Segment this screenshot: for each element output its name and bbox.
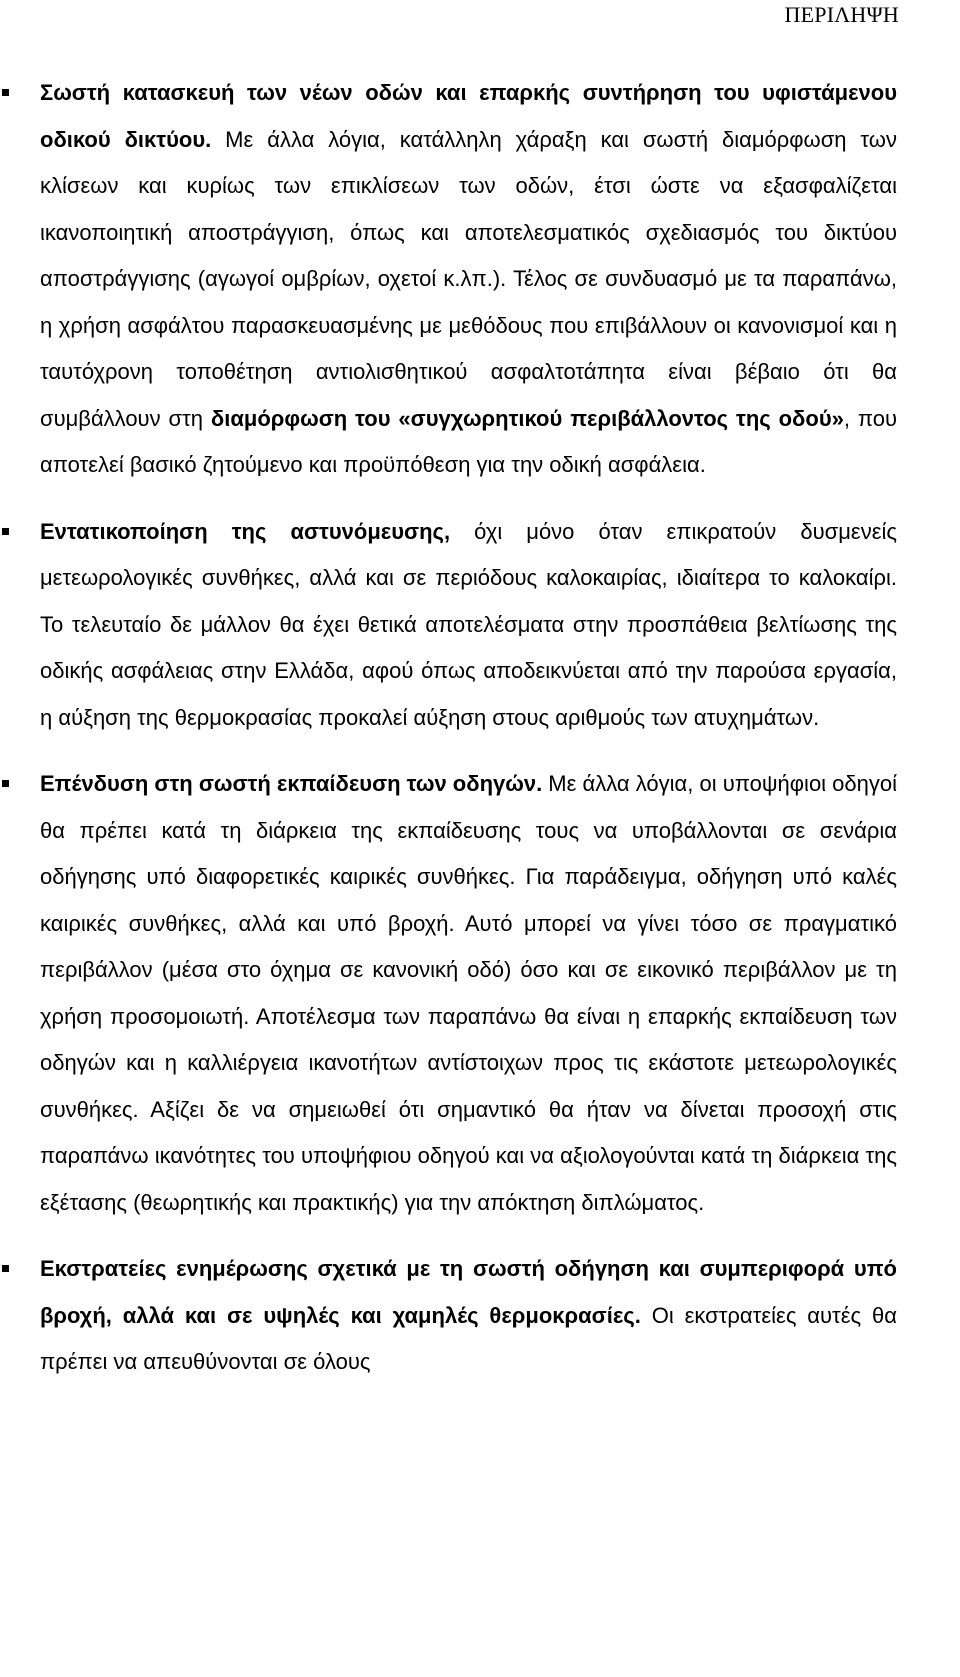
bullet-text: Οι εκστρατείες αυτές θα πρέπει να απευθύνονται σε όλους [40, 1302, 897, 1374]
summary-bullet-list [0, 70, 960, 1406]
square-bullet-icon [2, 780, 9, 787]
bullet-heading: Επένδυση στη σωστή εκπαίδευση των οδηγών. [40, 771, 543, 796]
bullet-item-driver-training [0, 761, 897, 1226]
bullet-item-awareness-campaigns [0, 1246, 897, 1386]
square-bullet-icon [2, 1265, 9, 1272]
bullet-text: Με άλλα λόγια, οι υποψήφιοι οδηγοί θα πρέπει κατά τη διάρκεια της εκπαίδευσης τους να υποβάλλονται σε σενάρια οδήγησης υπό διαφορετικές καιρικές συνθήκες. Για παράδειγμα, οδήγηση υπό καλές καιρικές συνθήκες, αλλά και υπό βροχή. Αυτό μπορεί να γίνει τόσο σε πραγματικό περιβάλλον (μέσα στο όχημα σε κανονική οδό) όσο και σε εικονικό περιβάλλον με τη χρήση προσομοιωτή. Αποτέλεσμα των παραπάνω θα είναι η επαρκής εκπαίδευση των οδηγών και η καλλιέργεια ικανοτήτων αντίστοιχων προς τις εκάστοτε μετεωρολογικές συνθήκες. Αξίζει δε να σημειωθεί ότι σημαντικό θα ήταν να δίνεται προσοχή στις παραπάνω ικανότητες του υποψήφιου οδηγού και να αξιολογούνται κατά τη διάρκεια της εξέτασης (θεωρητικής και πρακτικής) για την απόκτηση διπλώματος. [40, 771, 898, 1215]
bullet-emphasis: διαμόρφωση του «συγχωρητικού περιβάλλοντος της οδού» [210, 405, 844, 431]
bullet-item-road-construction [0, 70, 897, 489]
square-bullet-icon [2, 528, 9, 535]
bullet-text: , που αποτελεί βασικό ζητούμενο και προϋπόθεση για την οδική ασφάλεια. [40, 405, 897, 477]
bullet-item-policing [0, 509, 897, 742]
bullet-heading: Εκστρατείες ενημέρωσης σχετικά με τη σωστή οδήγηση και συμπεριφορά υπό βροχή, αλλά και σε υψηλές και χαμηλές θερμοκρασίες. [40, 1256, 897, 1328]
bullet-text: Με άλλα λόγια, κατάλληλη χάραξη και σωστή διαμόρφωση των κλίσεων και κυρίως των επικλίσεων των οδών, έτσι ώστε να εξασφαλίζεται ικανοποιητική αποστράγγιση, όπως και αποτελεσματικός σχεδιασμός του δικτύου αποστράγγισης (αγωγοί ομβρίων, οχετοί κ.λπ.). Τέλος σε συνδυασμό με τα παραπάνω, η χρήση ασφάλτου παρασκευασμένης με μεθόδους που επιβάλλουν οι κανονισμοί και η ταυτόχρονη τοποθέτηση αντιολισθητικού ασφαλτοτάπητα είναι βέβαιο ότι θα συμβάλλουν στη [40, 126, 897, 431]
bullet-heading: Εντατικοποίηση της αστυνόμευσης, [40, 518, 451, 544]
page-header-title: ΠΕΡΙΛΗΨΗ [784, 2, 899, 27]
bullet-text: όχι μόνο όταν επικρατούν δυσμενείς μετεωρολογικές συνθήκες, αλλά και σε περιόδους καλοκαιρίας, ιδιαίτερα το καλοκαίρι. Το τελευταίο δε μάλλον θα έχει θετικά αποτελέσματα στην προσπάθεια βελτίωσης της οδικής ασφάλειας στην Ελλάδα, αφού όπως αποδεικνύεται από την παρούσα εργασία, η αύξηση της θερμοκρασίας προκαλεί αύξηση στους αριθμούς των ατυχημάτων. [40, 518, 897, 730]
bullet-heading: Σωστή κατασκευή των νέων οδών και επαρκής συντήρηση του υφιστάμενου οδικού δικτύου. [40, 80, 897, 152]
square-bullet-icon [2, 89, 9, 96]
